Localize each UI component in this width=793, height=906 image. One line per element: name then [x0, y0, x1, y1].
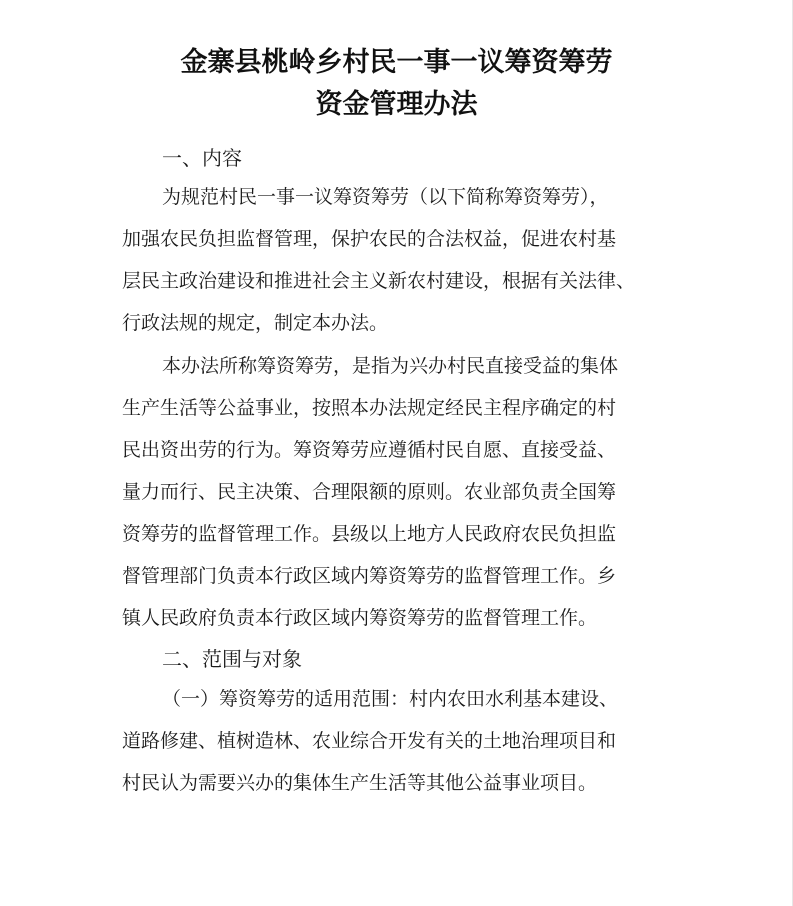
paragraph-2-line-6: 督管理部门负责本行政区域内筹资筹劳的监督管理工作。乡 — [122, 565, 617, 587]
subsection-1-line-3: 村民认为需要兴办的集体生产生活等其他公益事业项目。 — [122, 772, 598, 794]
paragraph-2-line-2: 生产生活等公益事业，按照本办法规定经民主程序确定的村 — [122, 397, 617, 419]
paragraph-2-line-3: 民出资出劳的行为。筹资筹劳应遵循村民自愿、直接受益、 — [122, 439, 617, 461]
subsection-1-line-1 — [162, 686, 618, 712]
paragraph-2-line-7: 镇人民政府负责本行政区域内筹资筹劳的监督管理工作。 — [122, 607, 598, 629]
document-title-line-2: 资金管理办法 — [315, 89, 478, 120]
section-2-heading: 二、范围与对象 — [162, 647, 302, 671]
paragraph-2-line-5: 资筹劳的监督管理工作。县级以上地方人民政府农民负担监 — [122, 523, 617, 545]
subsection-1-line-2: 道路修建、植树造林、农业综合开发有关的土地治理项目和 — [122, 730, 617, 752]
subsection-1-label: （一） — [162, 688, 220, 710]
subsection-1-text: 筹资筹劳的适用范围：村内农田水利基本建设、 — [219, 688, 619, 710]
section-1-heading: 一、内容 — [162, 146, 242, 170]
paragraph-2-line-1: 本办法所称筹资筹劳，是指为兴办村民直接受益的集体 — [162, 355, 619, 377]
paragraph-1-line-1: 为规范村民一事一议筹资筹劳（以下简称筹资筹劳）， — [162, 186, 609, 208]
paragraph-1-line-4: 行政法规的规定，制定本办法。 — [122, 312, 389, 334]
paragraph-2-line-4: 量力而行、民主决策、合理限额的原则。农业部负责全国筹 — [122, 481, 617, 503]
paragraph-1-line-3: 层民主政治建设和推进社会主义新农村建设，根据有关法律、 — [122, 270, 636, 292]
paragraph-1-line-2: 加强农民负担监督管理，保护农民的合法权益，促进农村基 — [122, 228, 617, 250]
document-title-line-1: 金寨县桃岭乡村民一事一议筹资筹劳 — [180, 47, 613, 78]
